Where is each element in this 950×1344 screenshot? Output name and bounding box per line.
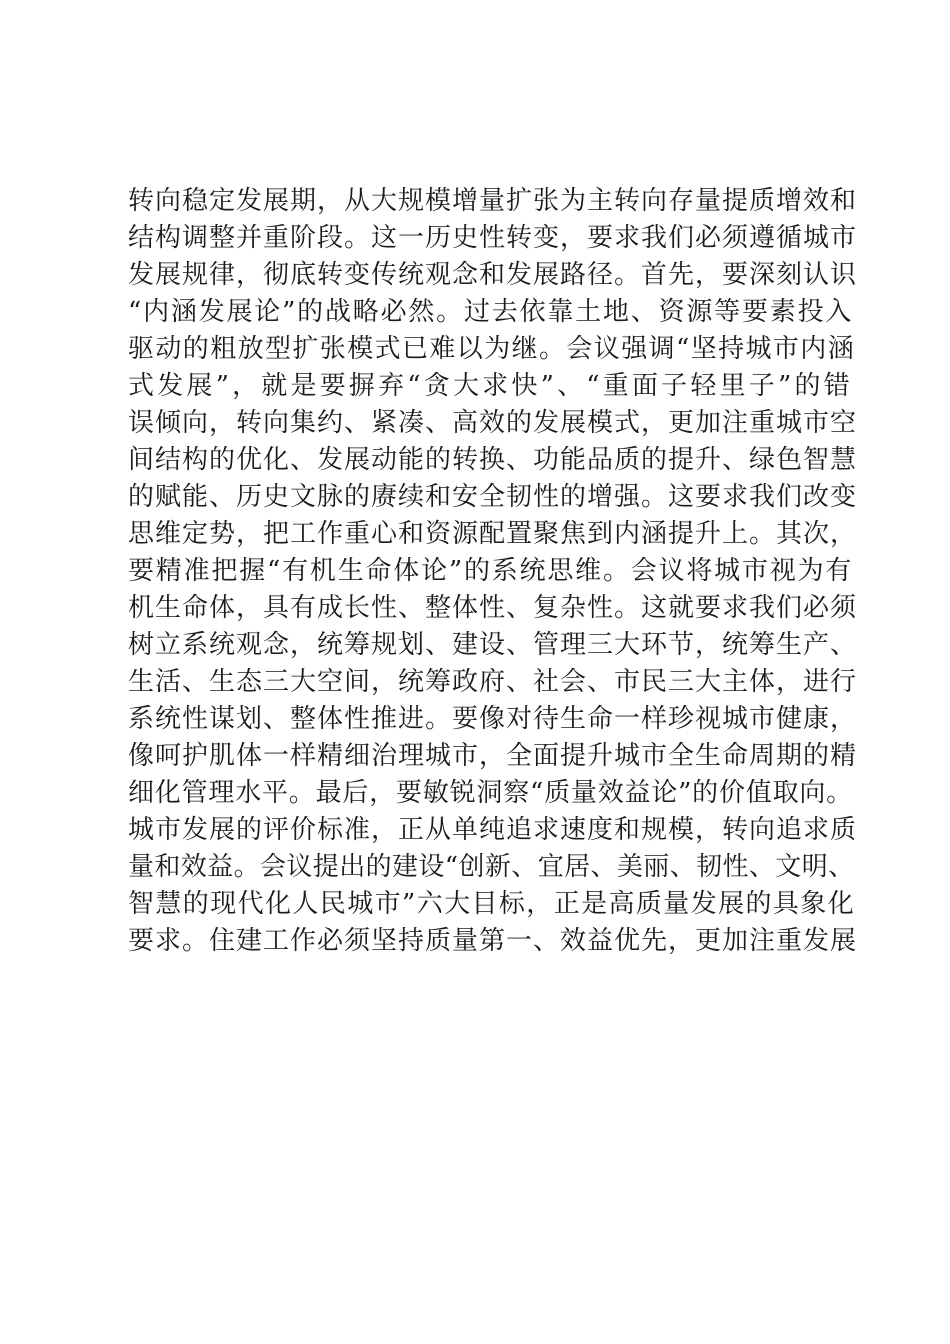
text-line: 细化管理水平。最后，要敏锐洞察“质量效益论”的价值取向。 <box>128 778 853 808</box>
text-line: 误倾向，转向集约、紧凑、高效的发展模式，更加注重城市空 <box>128 408 858 438</box>
text-line: 智慧的现代化人民城市”六大目标，正是高质量发展的具象化 <box>128 889 856 919</box>
text-line: 驱动的粗放型扩张模式已难以为继。会议强调“坚持城市内涵 <box>128 334 856 364</box>
text-line: 发展规律，彻底转变传统观念和发展路径。首先，要深刻认识 <box>128 260 858 290</box>
text-line: 树立系统观念，统筹规划、建设、管理三大环节，统筹生产、 <box>128 630 858 660</box>
text-line: 城市发展的评价标准，正从单纯追求速度和规模，转向追求质 <box>128 815 858 845</box>
text-line: 的赋能、历史文脉的赓续和安全韧性的增强。这要求我们改变 <box>128 482 858 512</box>
text-line: 要精准把握“有机生命体论”的系统思维。会议将城市视为有 <box>128 556 854 586</box>
text-line: 思维定势，把工作重心和资源配置聚焦到内涵提升上。其次， <box>128 519 858 549</box>
text-line: 系统性谋划、整体性推进。要像对待生命一样珍视城市健康， <box>128 704 858 734</box>
text-line: 生活、生态三大空间，统筹政府、社会、市民三大主体，进行 <box>128 667 858 697</box>
text-line: “内涵发展论”的战略必然。过去依靠土地、资源等要素投入 <box>128 297 854 327</box>
text-line: 间结构的优化、发展动能的转换、功能品质的提升、绿色智慧 <box>128 445 858 475</box>
body-paragraph <box>128 183 858 960</box>
text-line: 要求。住建工作必须坚持质量第一、效益优先，更加注重发展 <box>128 926 858 956</box>
text-line: 量和效益。会议提出的建设“创新、宜居、美丽、韧性、文明、 <box>128 852 855 882</box>
text-line: 式发展”，就是要摒弃“贪大求快”、“重面子轻里子”的错 <box>128 371 853 401</box>
text-line: 机生命体，具有成长性、整体性、复杂性。这就要求我们必须 <box>128 593 858 623</box>
text-line: 像呵护肌体一样精细治理城市，全面提升城市全生命周期的精 <box>128 741 858 771</box>
text-line: 转向稳定发展期，从大规模增量扩张为主转向存量提质增效和 <box>128 186 858 216</box>
text-line: 结构调整并重阶段。这一历史性转变，要求我们必须遵循城市 <box>128 223 858 253</box>
